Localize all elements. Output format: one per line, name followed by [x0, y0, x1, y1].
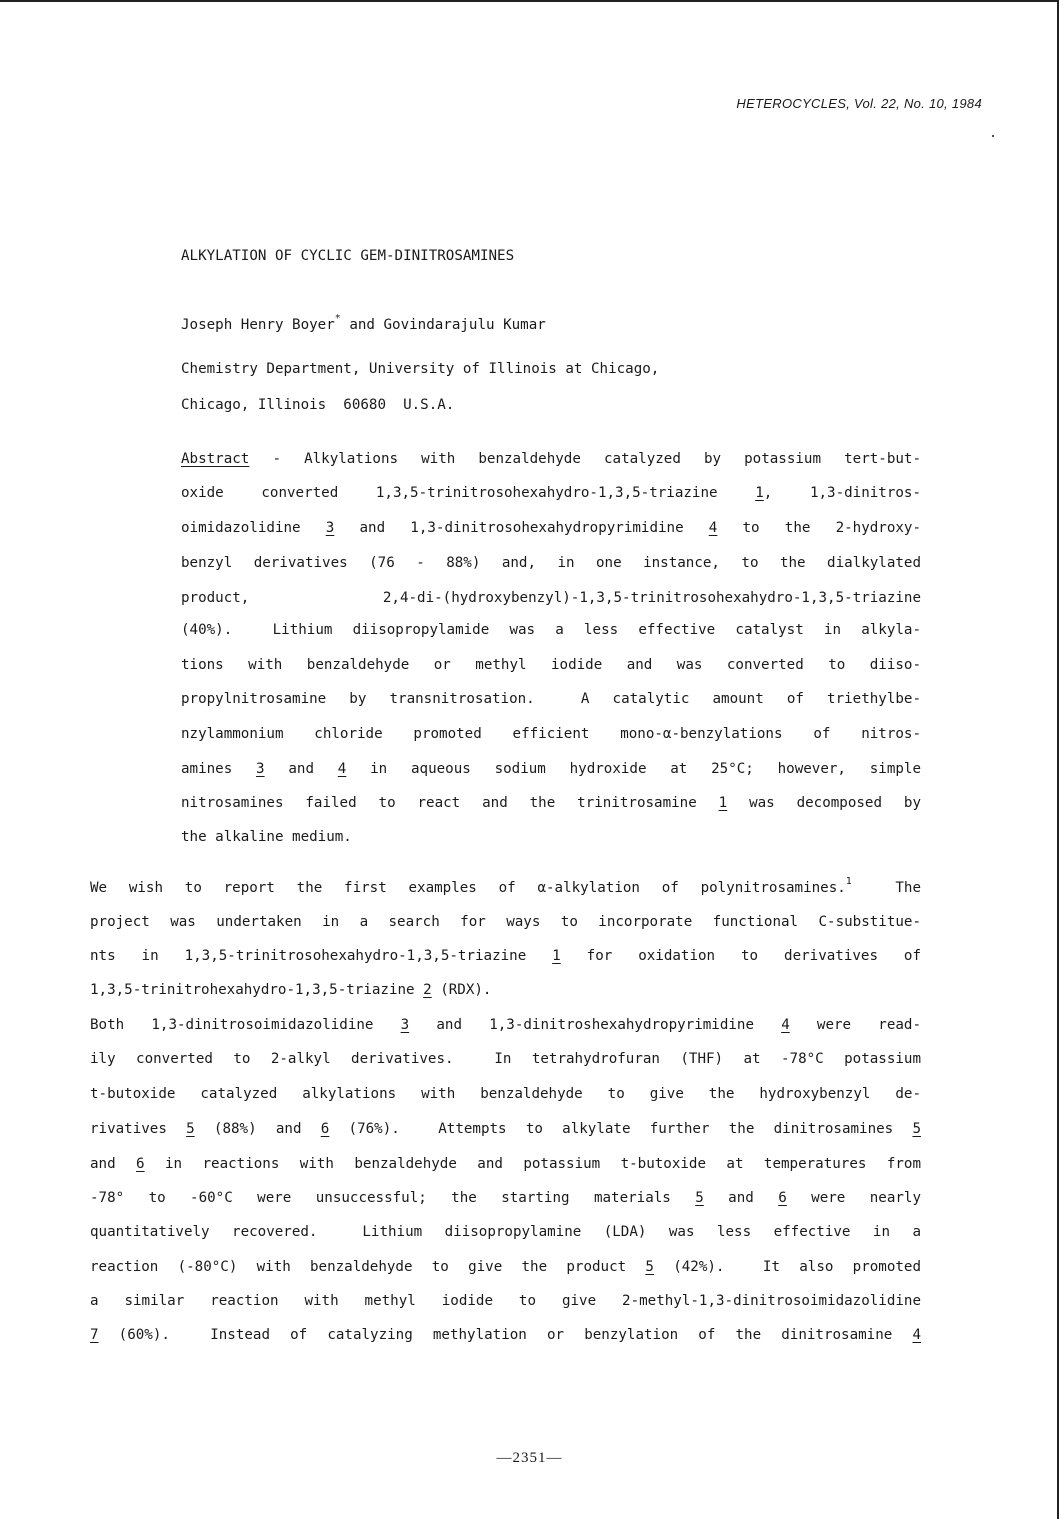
compound-ref: 1	[552, 948, 561, 964]
compound-ref: 6	[136, 1156, 145, 1172]
body-line: ily converted to 2-alkyl derivatives. In tetrahydrofuran (THF) at -78°C potassium	[90, 1051, 921, 1067]
abstract-line: tions with benzaldehyde or methyl iodide and was converted to diiso-	[181, 657, 921, 673]
compound-ref: 5	[912, 1121, 921, 1137]
body-line: rivatives 5 (88%) and 6 (76%). Attempts to alkylate further the dinitrosamines 5	[90, 1121, 921, 1137]
abstract-line: benzyl derivatives (76 - 88%) and, in one instance, to the dialkylated	[181, 555, 921, 571]
compound-ref: 3	[325, 520, 335, 536]
page-number: —2351—	[496, 1450, 563, 1466]
author-rest: and Govindarajulu Kumar	[340, 317, 546, 333]
compound-ref: 4	[912, 1327, 921, 1343]
compound-ref: 6	[778, 1190, 787, 1206]
abstract-line: propylnitrosamine by transnitrosation. A catalytic amount of triethylbe-	[181, 691, 921, 707]
article-title: ALKYLATION OF CYCLIC GEM-DINITROSAMINES	[181, 248, 515, 264]
body-line: and 6 in reactions with benzaldehyde and potassium t-butoxide at temperatures from	[90, 1156, 922, 1172]
abstract-line: product, 2,4-di-(hydroxybenzyl)-1,3,5-trinitrosohexahydro-1,3,5-triazine	[181, 590, 921, 606]
abstract-line: oxide converted 1,3,5-trinitrosohexahydro-1,3,5-triazine 1, 1,3-dinitros-	[181, 485, 922, 501]
abstract-line: (40%). Lithium diisopropylamide was a less effective catalyst in alkyla-	[181, 622, 921, 638]
affiliation-line-2: Chicago, Illinois 60680 U.S.A.	[181, 397, 455, 413]
abstract-line: oimidazolidine 3 and 1,3-dinitrosohexahydropyrimidine 4 to the 2-hydroxy-	[181, 520, 921, 536]
abstract-line: Abstract - Alkylations with benzaldehyde catalyzed by potassium tert-but-	[181, 451, 921, 467]
compound-ref: 5	[695, 1190, 704, 1206]
compound-ref: 3	[400, 1017, 410, 1033]
abstract-label: Abstract	[181, 451, 250, 467]
compound-ref: 4	[337, 761, 347, 777]
compound-ref: 3	[256, 761, 265, 777]
footnote-ref: 1	[845, 876, 852, 887]
page-border-top	[0, 0, 1059, 2]
compound-ref: 2	[423, 982, 432, 998]
compound-ref: 5	[645, 1259, 654, 1275]
body-line: a similar reaction with methyl iodide to give 2-methyl-1,3-dinitrosoimidazolidine	[90, 1293, 921, 1309]
body-line: We wish to report the first examples of α-alkylation of polynitrosamines.$^1$ The	[90, 876, 921, 896]
body-line: -78° to -60°C were unsuccessful; the starting materials 5 and 6 were nearly	[90, 1190, 921, 1206]
abstract-line: nzylammonium chloride promoted efficient mono-α-benzylations of nitros-	[181, 726, 921, 742]
compound-ref: 1	[718, 795, 728, 811]
compound-ref: 5	[186, 1121, 195, 1137]
corresponding-marker: *	[334, 313, 341, 324]
abstract-line: nitrosamines failed to react and the trinitrosamine 1 was decomposed by	[181, 795, 921, 811]
body-line: Both 1,3-dinitrosoimidazolidine 3 and 1,3-dinitroshexahydropyrimidine 4 were read-	[90, 1017, 921, 1033]
compound-ref: 4	[781, 1017, 790, 1033]
journal-header: HETEROCYCLES, Vol. 22, No. 10, 1984	[736, 96, 982, 111]
author-first: Joseph Henry Boyer	[181, 317, 335, 333]
scan-speck	[992, 135, 994, 137]
body-line: nts in 1,3,5-trinitrosohexahydro-1,3,5-triazine 1 for oxidation to derivatives of	[90, 948, 921, 964]
author-line	[181, 313, 546, 335]
body-line: t-butoxide catalyzed alkylations with benzaldehyde to give the hydroxybenzyl de-	[90, 1086, 921, 1102]
body-line: reaction (-80°C) with benzaldehyde to give the product 5 (42%). It also promoted	[90, 1259, 921, 1275]
compound-ref: 1	[755, 485, 764, 501]
body-line: 1,3,5-trinitrohexahydro-1,3,5-triazine 2 (RDX).	[90, 982, 492, 998]
affiliation-line-1: Chemistry Department, University of Illinois at Chicago,	[181, 361, 660, 377]
body-line: 7 (60%). Instead of catalyzing methylation or benzylation of the dinitrosamine 4	[90, 1327, 921, 1343]
body-line: quantitatively recovered. Lithium diisopropylamine (LDA) was less effective in a	[90, 1224, 921, 1240]
compound-ref: 4	[708, 520, 718, 536]
body-line: project was undertaken in a search for ways to incorporate functional C-substitue-	[90, 914, 921, 930]
compound-ref: 6	[320, 1121, 330, 1137]
abstract-line: the alkaline medium.	[181, 829, 352, 845]
abstract-line: amines 3 and 4 in aqueous sodium hydroxide at 25°C; however, simple	[181, 761, 921, 777]
compound-ref: 7	[90, 1327, 99, 1343]
